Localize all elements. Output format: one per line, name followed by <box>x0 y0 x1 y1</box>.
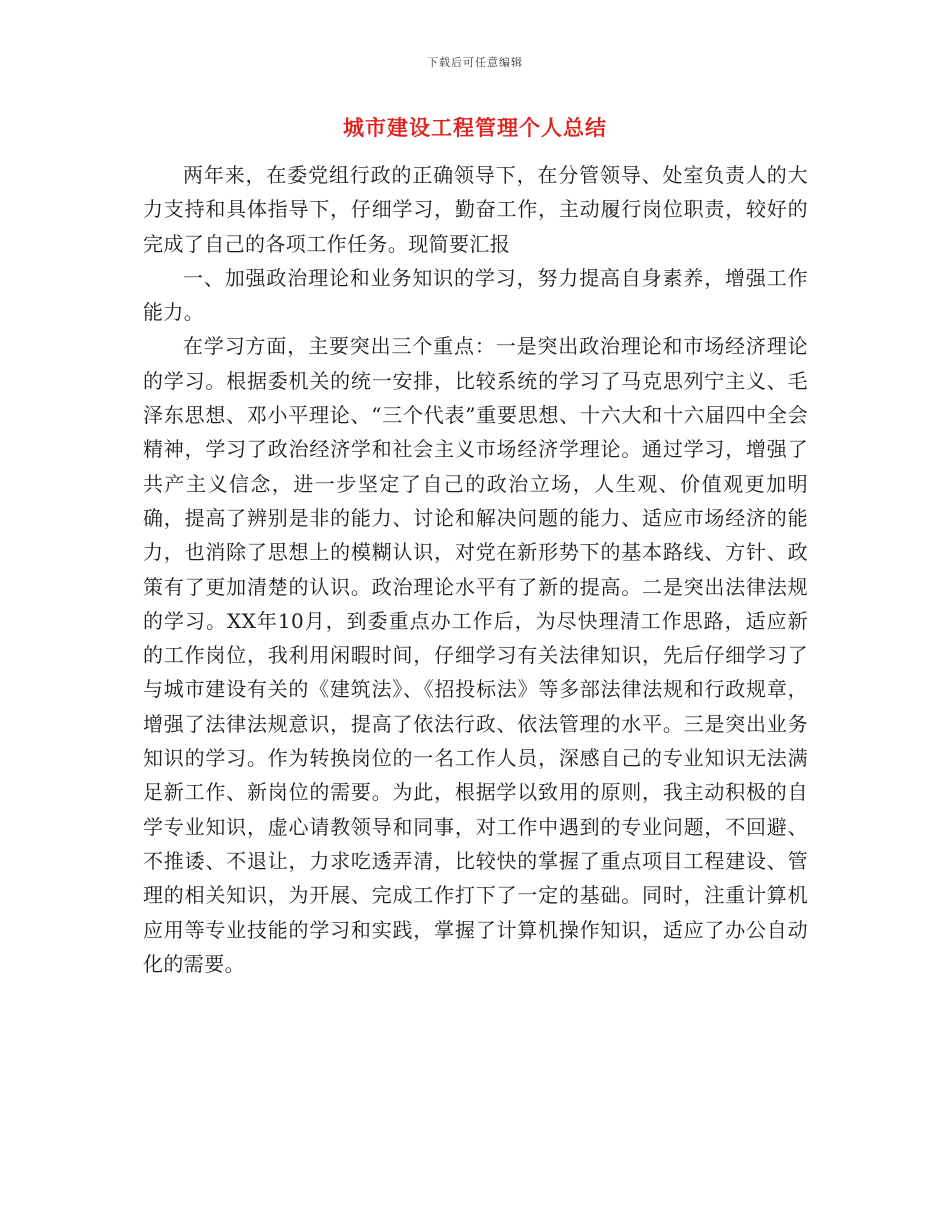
document-title: 城市建设工程管理个人总结 <box>343 115 607 140</box>
paragraph-study: 在学习方面，主要突出三个重点：一是突出政治理论和市场经济理论的学习。根据委机关的统一安排，比较系统的学习了马克思列宁主义、毛泽东思想、邓小平理论、“三个代表”重要思想、十六大和十六届四中全会精神，学习了政治经济学和社会主义市场经济学理论。通过学习，增强了共产主义信念，进一步坚定了自己的政治立场，人生观、价值观更加明确，提高了辨别是非的能力、讨论和解决问题的能力、适应市场经济的能力，也消除了思想上的模糊认识，对党在新形势下的基本路线、方针、政策有了更加清楚的认识。政治理论水平有了新的提高。二是突出法律法规的学习。XX年10月，到委重点办工作后，为尽快理清工作思路，适应新的工作岗位，我利用闲暇时间，仔细学习有关法律知识，先后仔细学习了与城市建设有关的《建筑法》、《招投标法》等多部法律法规和行政规章，增强了法律法规意识，提高了依法行政、依法管理的水平。三是突出业务知识的学习。作为转换岗位的一名工作人员，深感自己的专业知识无法满足新工作、新岗位的需要。为此，根据学以致用的原则，我主动积极的自学专业知识，虚心请教领导和同事，对工作中遇到的专业问题，不回避、不推诿、不退让，力求吃透弄清，比较快的掌握了重点项目工程建设、管理的相关知识，为开展、完成工作打下了一定的基础。同时，注重计算机应用等专业技能的学习和实践，掌握了计算机操作知识，适应了办公自动化的需要。 <box>143 334 808 976</box>
document-body <box>143 158 808 981</box>
paragraph-intro: 两年来，在委党组行政的正确领导下，在分管领导、处室负责人的大力支持和具体指导下，仔细学习，勤奋工作，主动履行岗位职责，较好的完成了自己的各项工作任务。现简要汇报 <box>143 163 808 256</box>
paragraph-section-heading: 一、加强政治理论和业务知识的学习，努力提高自身素养，增强工作能力。 <box>143 265 808 325</box>
header-note: 下载后可任意编辑 <box>427 56 523 69</box>
